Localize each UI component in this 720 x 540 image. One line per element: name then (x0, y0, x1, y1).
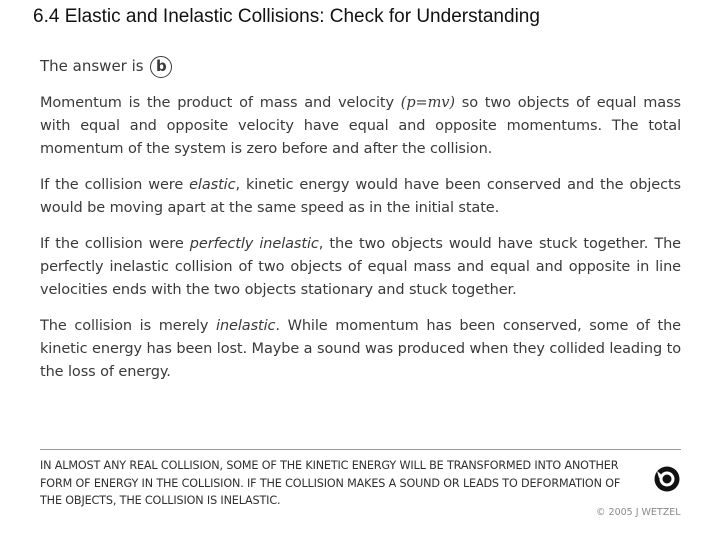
copyright: © 2005 J WETZEL (596, 507, 681, 518)
emphasis-inelastic: inelastic (216, 318, 276, 334)
paragraph-elastic (40, 174, 681, 220)
paragraph-text: , kinetic energy would have been conserved and the objects would be moving apart at the same speed as in the initial state. (40, 177, 681, 216)
paragraph-text: If the collision were (40, 236, 184, 252)
paragraph-momentum (40, 92, 681, 161)
footnote-divider (40, 449, 681, 450)
paragraph-text: Momentum is the product of mass and velocity (40, 95, 394, 111)
slide-title: 6.4 Elastic and Inelastic Collisions: Check for Understanding (33, 6, 540, 27)
paragraph-text: . While momentum has been conserved, some of the kinetic energy has been lost. Maybe a sound was produced when they collided leading to the loss of energy. (40, 318, 681, 380)
paragraph-inelastic (40, 315, 681, 384)
answer-prefix: The answer is (40, 57, 144, 75)
answer-line (40, 53, 681, 79)
answer-content (40, 53, 681, 384)
paragraph-text: If the collision were (40, 177, 184, 193)
paragraph-perfectly-inelastic (40, 233, 681, 302)
wetzel-logo-icon (653, 465, 681, 493)
answer-letter-badge: b (150, 56, 172, 78)
momentum-formula: (p=mv) (400, 95, 455, 111)
paragraph-text: so two objects of equal mass with equal and opposite velocity have equal and opposite momentums. The total momentum of the system is zero before and after the collision. (40, 95, 682, 157)
emphasis-elastic: elastic (189, 177, 236, 193)
paragraph-text: The collision is merely (40, 318, 209, 334)
paragraph-text: , the two objects would have stuck together. The perfectly inelastic collision of two objects of equal mass and equal and opposite in line velocities ends with the two objects stationary and stuck together. (40, 236, 681, 298)
footnote-text: IN ALMOST ANY REAL COLLISION, SOME OF THE KINETIC ENERGY WILL BE TRANSFORMED INTO ANOTHER FORM OF ENERGY IN THE COLLISION. IF THE COLLISION MAKES A SOUND OR LEADS TO DEFORMATION OF THE OBJECTS, THE COLLISION IS INELASTIC. (40, 459, 621, 507)
emphasis-perfectly-inelastic: perfectly inelastic (189, 236, 319, 252)
